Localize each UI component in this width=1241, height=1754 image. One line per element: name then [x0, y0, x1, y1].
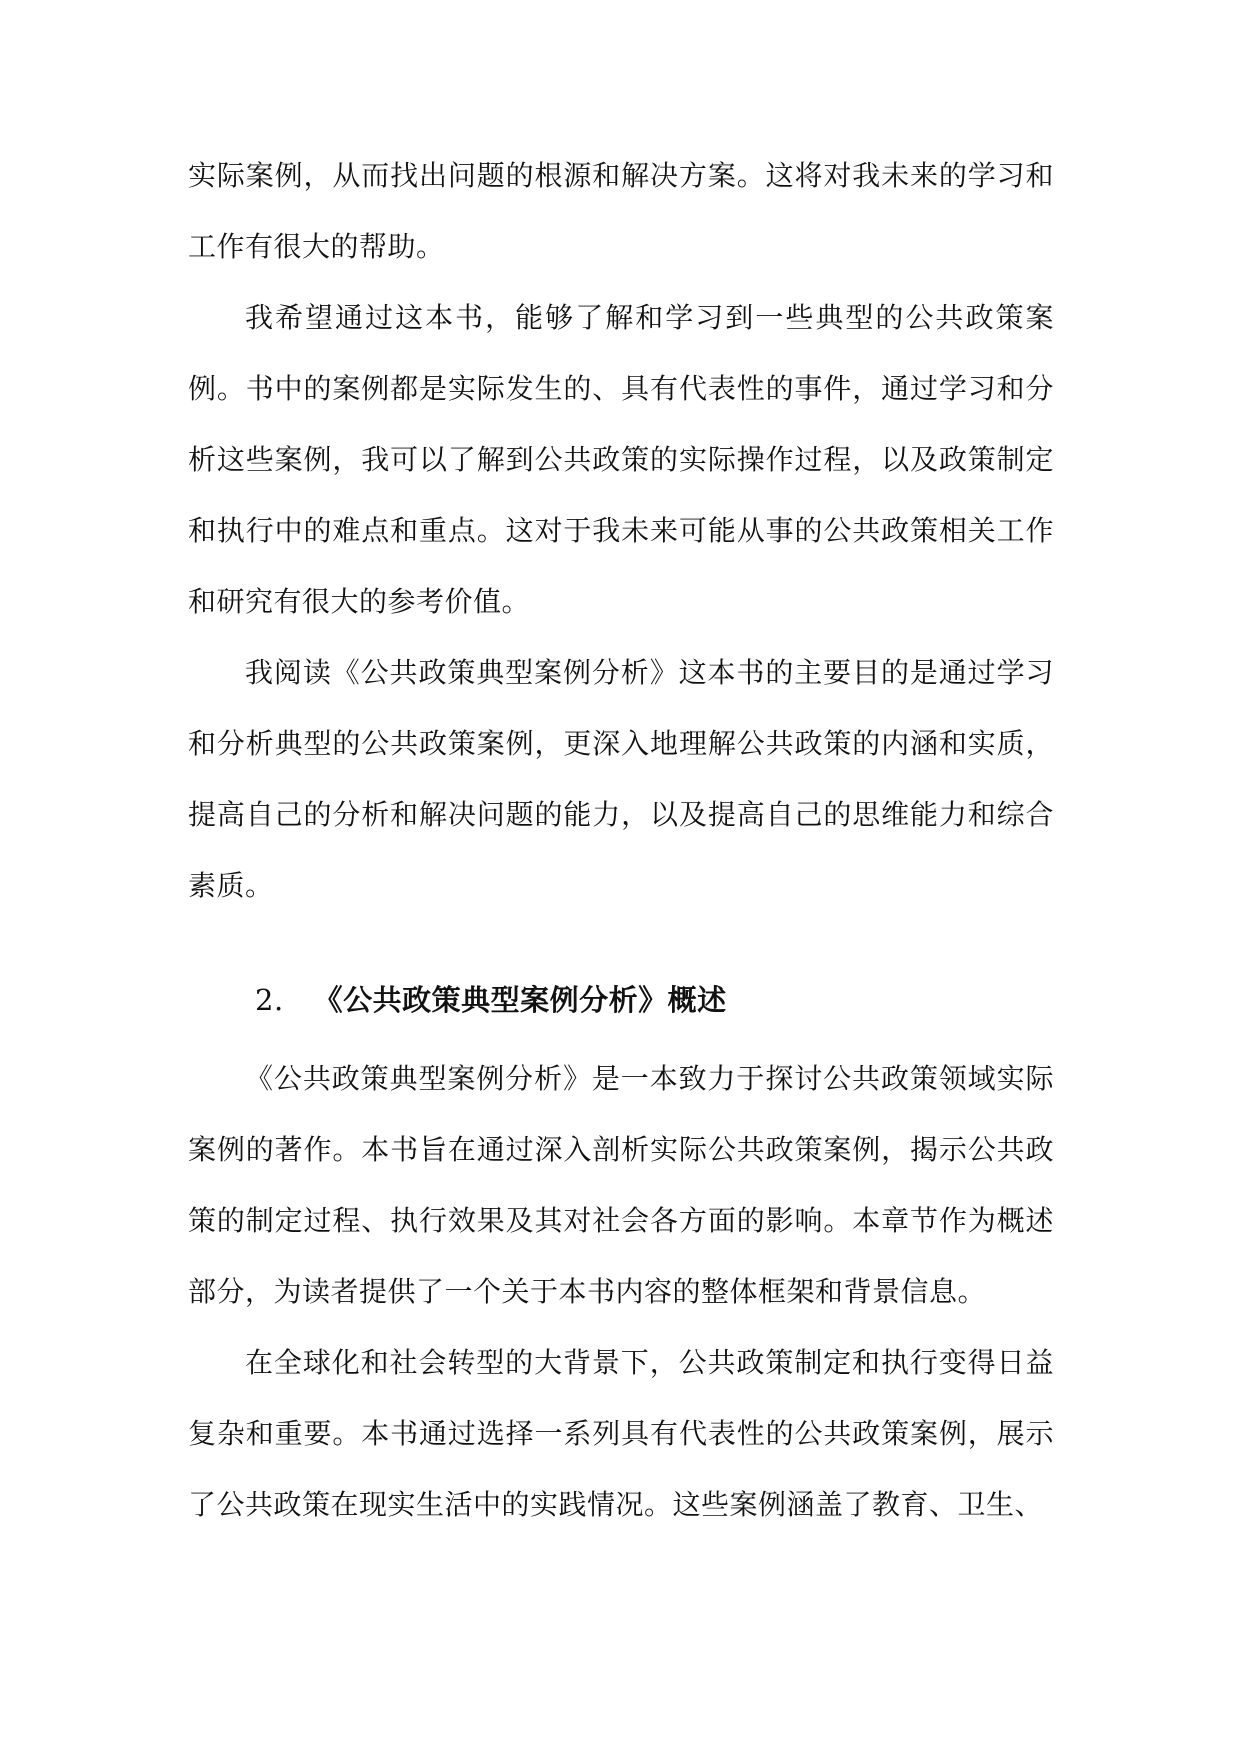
- section-title: 《公共政策典型案例分析》概述: [313, 983, 727, 1017]
- body-paragraph-overview: 《公共政策典型案例分析》是一本致力于探讨公共政策领域实际案例的著作。本书旨在通过深入剖析实际公共政策案例，揭示公共政策的制定过程、执行效果及其对社会各方面的影响。本章节作为概述部分，为读者提供了一个关于本书内容的整体框架和背景信息。: [188, 1062, 1054, 1308]
- section-heading: [188, 963, 1054, 1037]
- body-paragraph-purpose: 我阅读《公共政策典型案例分析》这本书的主要目的是通过学习和分析典型的公共政策案例，更深入地理解公共政策的内涵和实质，提高自己的分析和解决问题的能力，以及提高自己的思维能力和综合素质。: [188, 656, 1054, 902]
- section-number: 2.: [255, 983, 284, 1017]
- body-paragraph-hope: 我希望通过这本书，能够了解和学习到一些典型的公共政策案例。书中的案例都是实际发生的、具有代表性的事件，通过学习和分析这些案例，我可以了解到公共政策的实际操作过程，以及政策制定和执行中的难点和重点。这对于我未来可能从事的公共政策相关工作和研究有很大的参考价值。: [188, 301, 1054, 618]
- body-paragraph-context: 在全球化和社会转型的大背景下，公共政策制定和执行变得日益复杂和重要。本书通过选择一系列具有代表性的公共政策案例，展示了公共政策在现实生活中的实践情况。这些案例涵盖了教育、卫生、: [188, 1346, 1054, 1521]
- body-paragraph-continued: 实际案例，从而找出问题的根源和解决方案。这将对我未来的学习和工作有很大的帮助。: [188, 159, 1054, 263]
- page-body: [188, 140, 1054, 1540]
